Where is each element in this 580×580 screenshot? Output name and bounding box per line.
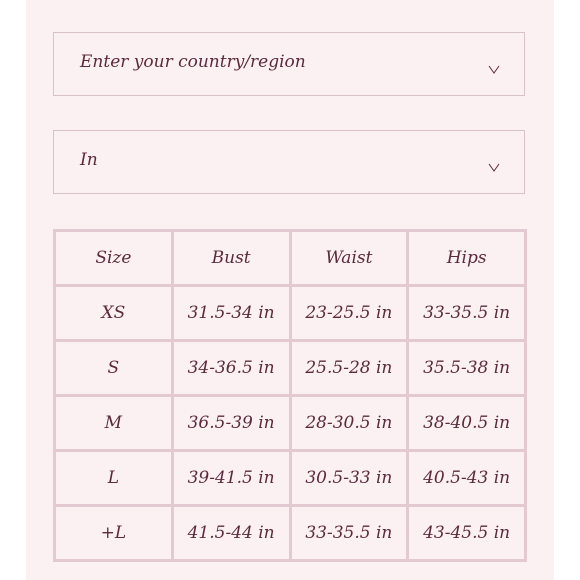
chevron-down-icon [488, 63, 500, 75]
bust-cell: 39-41.5 in [172, 451, 290, 506]
hips-cell: 35.5-38 in [408, 341, 526, 396]
header-hips: Hips [408, 231, 526, 286]
table-header-row [55, 231, 526, 286]
bust-cell: 36.5-39 in [172, 396, 290, 451]
waist-cell: 30.5-33 in [290, 451, 408, 506]
size-cell: M [55, 396, 173, 451]
hips-cell: 38-40.5 in [408, 396, 526, 451]
hips-cell: 43-45.5 in [408, 506, 526, 561]
table-row [55, 451, 526, 506]
bust-cell: 31.5-34 in [172, 286, 290, 341]
table-row [55, 341, 526, 396]
table-row [55, 286, 526, 341]
size-cell: L [55, 451, 173, 506]
waist-cell: 33-35.5 in [290, 506, 408, 561]
chevron-down-icon [488, 161, 500, 173]
header-waist: Waist [290, 231, 408, 286]
hips-cell: 40.5-43 in [408, 451, 526, 506]
table-row [55, 506, 526, 561]
waist-cell: 23-25.5 in [290, 286, 408, 341]
bust-cell: 41.5-44 in [172, 506, 290, 561]
bust-cell: 34-36.5 in [172, 341, 290, 396]
size-cell: +L [55, 506, 173, 561]
unit-select[interactable] [53, 130, 525, 194]
size-chart-table [53, 229, 527, 562]
country-region-value: Enter your country/region [80, 52, 306, 72]
country-region-select[interactable] [53, 32, 525, 96]
table-row [55, 396, 526, 451]
waist-cell: 25.5-28 in [290, 341, 408, 396]
unit-value: In [80, 150, 98, 170]
size-cell: S [55, 341, 173, 396]
waist-cell: 28-30.5 in [290, 396, 408, 451]
hips-cell: 33-35.5 in [408, 286, 526, 341]
size-cell: XS [55, 286, 173, 341]
header-bust: Bust [172, 231, 290, 286]
header-size: Size [55, 231, 173, 286]
